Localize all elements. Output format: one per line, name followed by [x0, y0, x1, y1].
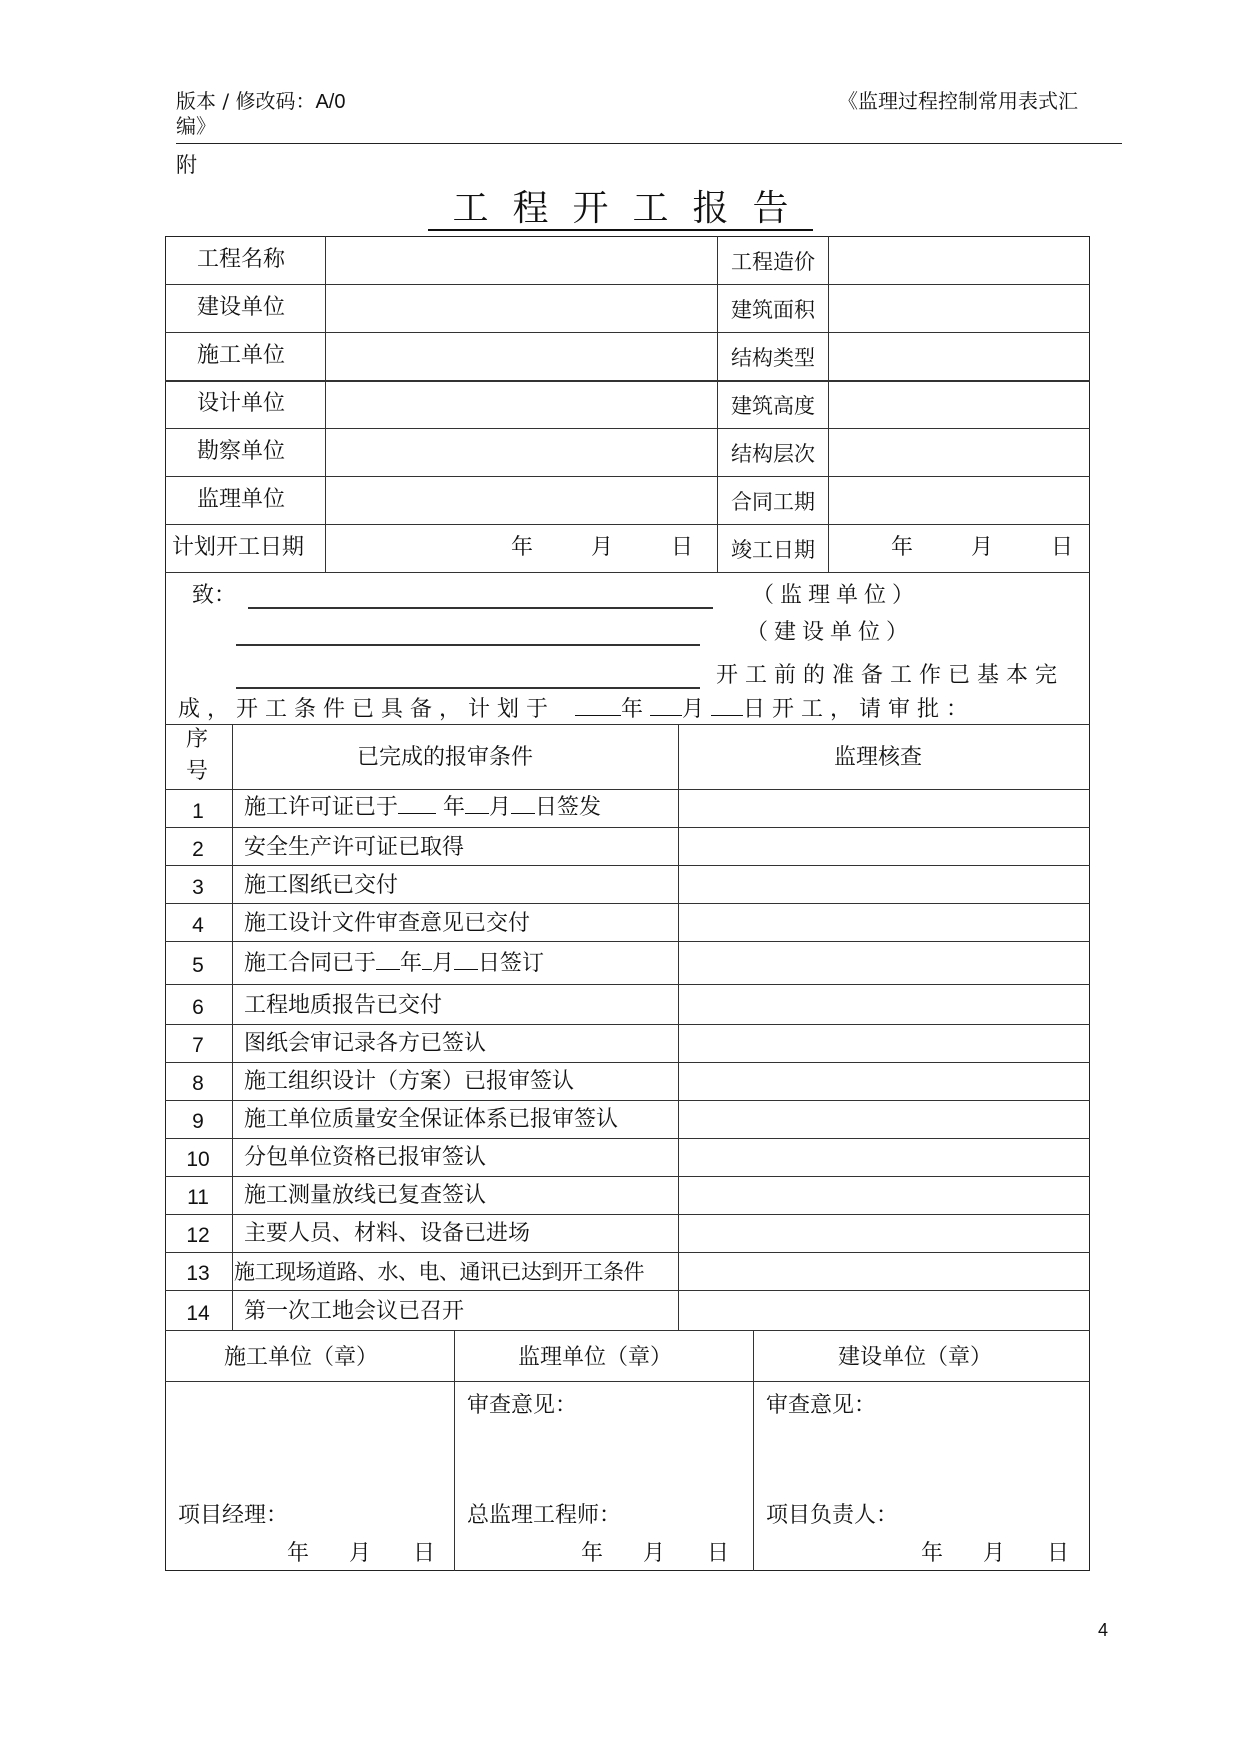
label-contractor: 施工单位 [197, 343, 286, 368]
col-check-header: 监理核查 [834, 745, 923, 770]
sig3-year: 年 [921, 1541, 944, 1566]
condition-item: 安全生产许可证已取得 [244, 835, 465, 860]
col-conditions-header: 已完成的报审条件 [357, 745, 534, 770]
finish-month: 月 [971, 535, 994, 560]
owner-review: 审查意见： [766, 1393, 877, 1418]
condition-item: 主要人员、材料、设备已进场 [244, 1221, 531, 1246]
to-line-2 [236, 644, 700, 646]
label-completion-date: 竣工日期 [731, 538, 815, 562]
contractor-seal: 施工单位（章） [224, 1345, 379, 1370]
date-year: 年 [511, 535, 534, 560]
label-planned-start: 计划开工日期 [172, 535, 305, 560]
owner-seal: 建设单位（章） [838, 1345, 993, 1370]
attachment-label: 附 [176, 153, 197, 177]
row-no: 11 [187, 1186, 209, 1209]
date-month: 月 [591, 535, 614, 560]
label-owner: 建设单位 [197, 295, 286, 320]
doc-name-line2: 编》 [176, 114, 216, 138]
row-no: 2 [192, 838, 204, 861]
header-rule [176, 143, 1122, 144]
project-manager-label: 项目经理： [178, 1503, 289, 1528]
condition-item: 施工图纸已交付 [244, 873, 399, 898]
row-no: 5 [192, 954, 204, 977]
project-leader-label: 项目负责人： [766, 1503, 899, 1528]
row-no: 14 [186, 1302, 210, 1325]
start-text: 成，开工条件已具备，计划于 年 月 日开工，请审批： [178, 697, 976, 722]
to-line-3 [236, 687, 700, 689]
row-no: 1 [192, 800, 204, 823]
row-no: 7 [192, 1034, 204, 1057]
condition-item: 分包单位资格已报审签认 [244, 1145, 487, 1170]
doc-name-line1: 《监理过程控制常用表式汇 [838, 89, 1078, 113]
row-no: 6 [192, 996, 204, 1019]
supervisor-seal: 监理单位（章） [518, 1345, 673, 1370]
finish-day: 日 [1051, 535, 1074, 560]
version-code: A/0 [315, 91, 346, 113]
sig1-year: 年 [287, 1541, 310, 1566]
label-building-height: 建筑高度 [731, 394, 815, 418]
form-title: 工程开工报告 [0, 180, 1241, 231]
condition-item: 施工测量放线已复查签认 [244, 1183, 487, 1208]
label-structure-levels: 结构层次 [731, 442, 815, 466]
sig2-month: 月 [643, 1541, 666, 1566]
label-contract-period: 合同工期 [731, 490, 815, 514]
col-seq-1: 序 [186, 727, 209, 752]
col-seq-2: 号 [186, 759, 209, 784]
sig1-day: 日 [413, 1541, 436, 1566]
to-line-1 [248, 607, 713, 609]
row-no: 9 [192, 1110, 204, 1133]
to-label: 致： [192, 583, 237, 608]
row-no: 12 [186, 1224, 210, 1247]
condition-item: 第一次工地会议已召开 [244, 1299, 465, 1324]
prep-text: 开工前的准备工作已基本完 [716, 663, 1065, 688]
condition-item: 施工许可证已于 年 月 日签发 [244, 795, 602, 820]
row-no: 3 [192, 876, 204, 899]
sig3-month: 月 [983, 1541, 1006, 1566]
chief-supervisor-label: 总监理工程师： [467, 1503, 622, 1528]
condition-item: 工程地质报告已交付 [244, 993, 443, 1018]
page-number: 4 [1098, 1620, 1109, 1640]
row-no: 8 [192, 1072, 204, 1095]
label-building-area: 建筑面积 [731, 298, 815, 322]
label-surveyor: 勘察单位 [197, 439, 286, 464]
supervisor-review: 审查意见： [467, 1393, 578, 1418]
label-designer: 设计单位 [197, 391, 286, 416]
date-day: 日 [671, 535, 694, 560]
label-supervisor: 监理单位 [197, 487, 286, 512]
supervision-unit-hint: （监理单位） [752, 583, 921, 608]
label-project-name: 工程名称 [197, 247, 286, 272]
sig3-day: 日 [1047, 1541, 1070, 1566]
row-no: 13 [186, 1262, 210, 1285]
condition-item: 施工设计文件审查意见已交付 [244, 911, 531, 936]
condition-item: 图纸会审记录各方已签认 [244, 1031, 487, 1056]
condition-item: 施工组织设计（方案）已报审签认 [244, 1069, 575, 1094]
row-no: 10 [186, 1148, 210, 1171]
sig1-month: 月 [349, 1541, 372, 1566]
label-structure-type: 结构类型 [731, 346, 815, 370]
label-project-cost: 工程造价 [731, 250, 815, 274]
row-no: 4 [192, 914, 204, 937]
condition-item: 施工现场道路、水、电、通讯已达到开工条件 [234, 1260, 644, 1284]
condition-item: 施工合同已于 年 月 日签订 [244, 951, 545, 976]
version-label: 版本 / 修改码：A/0 [176, 89, 346, 113]
finish-year: 年 [891, 535, 914, 560]
sig2-year: 年 [581, 1541, 604, 1566]
condition-item: 施工单位质量安全保证体系已报审签认 [244, 1107, 619, 1132]
sig2-day: 日 [707, 1541, 730, 1566]
owner-unit-hint: （建设单位） [746, 620, 915, 645]
